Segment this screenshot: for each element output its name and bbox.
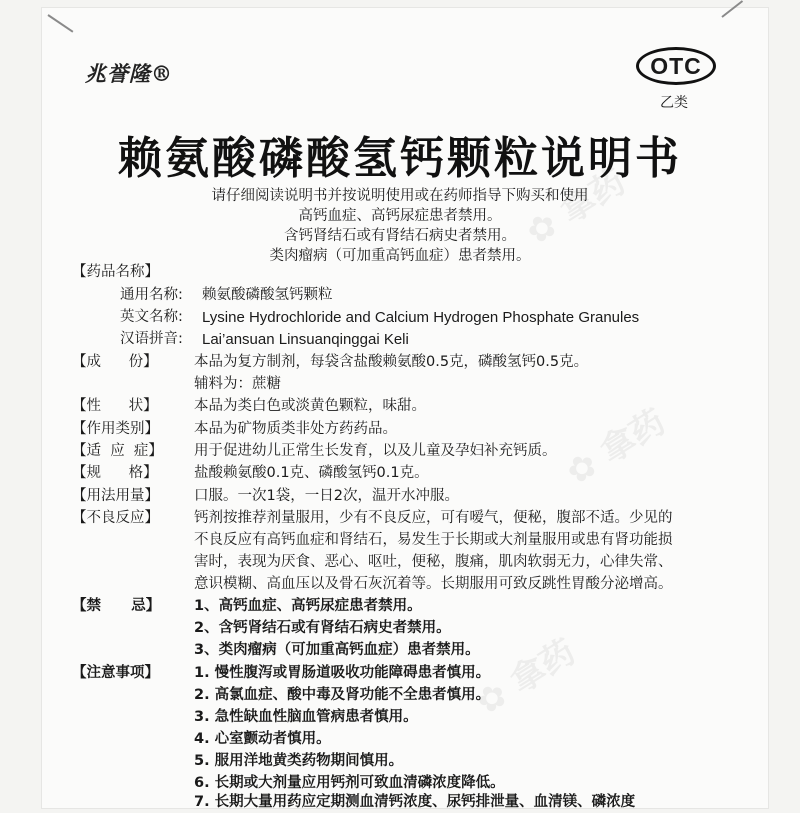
- warning-line: 请仔细阅读说明书并按说明使用或在药师指导下购买和使用: [211, 188, 589, 204]
- field-label: 汉语拼音:: [120, 331, 183, 347]
- section-label: 【注意事项】: [72, 665, 159, 681]
- section-text: 意识模糊、高血压以及骨石灰沉着等。长期服用可致反跳性胃酸分泌增高。: [194, 576, 673, 592]
- section-text: 5. 服用洋地黄类药物期间慎用。: [194, 753, 404, 769]
- section-text: 害时，表现为厌食、恶心、呕吐，便秘，腹痛，肌肉软弱无力，心律失常、: [194, 554, 673, 570]
- section-label: 【适 应 症】: [72, 443, 163, 459]
- section-text: 用于促进幼儿正常生长发育，以及儿童及孕妇补充钙质。: [194, 443, 557, 459]
- otc-badge: OTC: [636, 47, 716, 85]
- section-text: 本品为矿物质类非处方药药品。: [194, 421, 397, 437]
- section-label: 【禁 忌】: [72, 598, 161, 614]
- field-label: 通用名称:: [120, 287, 183, 303]
- section-text: 1、高钙血症、高钙尿症患者禁用。: [194, 598, 422, 614]
- section-text: 1. 慢性腹泻或胃肠道吸收功能障碍患者慎用。: [194, 665, 491, 681]
- section-label: 【规 格】: [72, 465, 158, 481]
- section-text: 4. 心室颤动者慎用。: [194, 731, 331, 747]
- section-text: 3、类肉瘤病（可加重高钙血症）患者禁用。: [194, 642, 480, 658]
- section-text: 本品为类白色或淡黄色颗粒，味甜。: [194, 398, 426, 414]
- otc-category: 乙类: [660, 95, 688, 111]
- section-text: 7. 长期大量用药应定期测血清钙浓度、尿钙排泄量、血清镁、磷浓度: [194, 794, 636, 810]
- section-label: 【成 份】: [72, 354, 158, 370]
- section-text: 2、含钙肾结石或有肾结石病史者禁用。: [194, 620, 451, 636]
- warning-line: 类肉瘤病（可加重高钙血症）患者禁用。: [269, 248, 531, 264]
- section-label: 【不良反应】: [72, 510, 159, 526]
- section-text: 6. 长期或大剂量应用钙剂可致血清磷浓度降低。: [194, 775, 505, 791]
- section-text: 2. 高氯血症、酸中毒及肾功能不全患者慎用。: [194, 687, 491, 703]
- pinyin-name: Lai’ansuan Linsuanqinggai Keli: [202, 331, 409, 348]
- section-text: 3. 急性缺血性脑血管病患者慎用。: [194, 709, 418, 725]
- section-label: 【药品名称】: [72, 264, 159, 280]
- section-text: 钙剂按推荐剂量服用，少有不良反应，可有嗳气，便秘，腹部不适。少见的: [194, 510, 673, 526]
- section-label: 【用法用量】: [72, 488, 159, 504]
- section-text: 口服。一次1袋，一日2次，温开水冲服。: [194, 488, 459, 504]
- page-title: 赖氨酸磷酸氢钙颗粒说明书: [118, 133, 682, 184]
- section-text: 不良反应有高钙血症和肾结石，易发生于长期或大剂量服用或患有肾功能损: [194, 532, 673, 548]
- section-label: 【作用类别】: [72, 421, 159, 437]
- brand-logo: 兆誉隆®: [85, 61, 173, 86]
- english-name: Lysine Hydrochloride and Calcium Hydrogen Phosphate Granules: [202, 309, 640, 326]
- field-label: 英文名称:: [120, 309, 183, 325]
- generic-name: 赖氨酸磷酸氢钙颗粒: [202, 287, 333, 303]
- warning-line: 含钙肾结石或有肾结石病史者禁用。: [284, 228, 516, 244]
- section-label: 【性 状】: [72, 398, 158, 414]
- section-text: 本品为复方制剂，每袋含盐酸赖氨酸0.5克，磷酸氢钙0.5克。: [194, 354, 589, 370]
- section-text: 盐酸赖氨酸0.1克、磷酸氢钙0.1克。: [194, 465, 429, 481]
- excipient-text: 辅料为：蔗糖: [194, 376, 281, 392]
- warning-line: 高钙血症、高钙尿症患者禁用。: [298, 208, 502, 224]
